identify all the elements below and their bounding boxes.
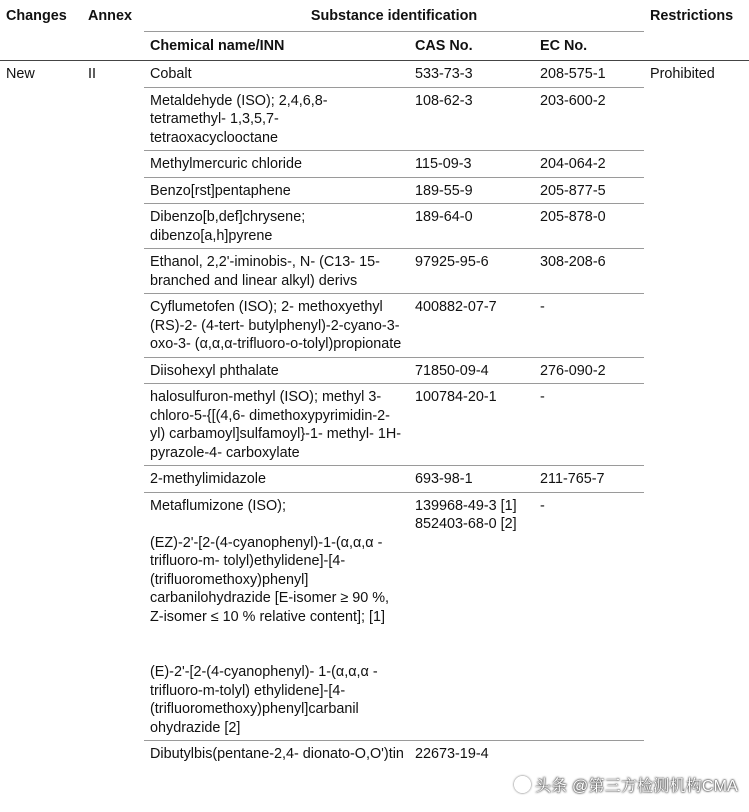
- header-row-secondary: [0, 31, 749, 61]
- chemical-name: Dibenzo[b,def]chrysene; dibenzo[a,h]pyrene: [144, 204, 409, 249]
- header-changes: Changes: [6, 8, 67, 24]
- chemical-name: Cobalt: [144, 61, 409, 88]
- header-annex: Annex: [88, 8, 132, 24]
- cas-number: [409, 492, 534, 741]
- cas-number: 693-98-1: [409, 466, 534, 493]
- change-cell: New: [6, 66, 35, 82]
- cas-number: 108-62-3: [409, 87, 534, 151]
- chemical-name: Diisohexyl phthalate: [144, 357, 409, 384]
- chemical-name: Dibutylbis(pentane-2,4- dionato-O,O')tin: [150, 746, 404, 762]
- cas-number: 189-55-9: [409, 177, 534, 204]
- ec-number: [534, 741, 644, 767]
- cas-number: 400882-07-7: [409, 294, 534, 358]
- restriction-cell: Prohibited: [650, 66, 715, 82]
- chemical-name: [144, 492, 409, 741]
- metaflumizone-title: Metaflumizone (ISO);: [150, 497, 286, 514]
- watermark-text: 头条 @第三方检测机构CMA: [535, 778, 739, 795]
- cas-number: 22673-19-4: [415, 746, 489, 762]
- header-cas-no: CAS No.: [415, 37, 473, 54]
- header-row-primary: [0, 0, 749, 31]
- cas-number-2: 852403-68-0 [2]: [415, 516, 517, 532]
- ec-number: 205-877-5: [534, 177, 644, 204]
- ec-number: 211-765-7: [534, 466, 644, 493]
- chemical-name: halosulfuron-methyl (ISO); methyl 3-chloro-5-{[(4,6- dimethoxypyrimidin-2-yl) carbamoyl]sulfamoyl}-1- methyl- 1H-pyrazole-4- carboxylate: [144, 384, 409, 466]
- header-ec-no: EC No.: [540, 37, 588, 54]
- ec-number: 276-090-2: [534, 357, 644, 384]
- ec-number: -: [534, 384, 644, 466]
- cas-number: 97925-95-6: [409, 249, 534, 294]
- ec-number: 203-600-2: [534, 87, 644, 151]
- watermark-logo-icon: [514, 776, 531, 793]
- metaflumizone-ez-isomer: (EZ)-2'-[2-(4-cyanophenyl)-1-(α,α,α -trifluoro-m- tolyl)ethylidene]-[4-(trifluoromethoxy)phenyl] carbanilohydrazide [E-isomer ≥ 90 %, Z-isomer ≤ 10 % relative content]; [1]: [150, 534, 390, 625]
- header-restrictions: Restrictions: [650, 8, 734, 24]
- ec-number: 308-208-6: [534, 249, 644, 294]
- ec-number: 204-064-2: [534, 151, 644, 178]
- table-row: [0, 61, 749, 88]
- ec-number: -: [534, 294, 644, 358]
- header-substance-identification: Substance identification: [144, 0, 644, 31]
- cas-number: 71850-09-4: [409, 357, 534, 384]
- ec-number: 205-878-0: [534, 204, 644, 249]
- chemical-name: Cyflumetofen (ISO); 2- methoxyethyl (RS)-2- (4-tert- butylphenyl)-2-cyano-3-oxo-3- (α,α,α-trifluoro-o-tolyl)propionate: [144, 294, 409, 358]
- chemical-name: Metaldehyde (ISO); 2,4,6,8- tetramethyl- 1,3,5,7- tetraoxacyclooctane: [144, 87, 409, 151]
- cas-number: 115-09-3: [409, 151, 534, 178]
- chemical-name: 2-methylimidazole: [144, 466, 409, 493]
- chemical-name: Methylmercuric chloride: [144, 151, 409, 178]
- cas-number: 100784-20-1: [409, 384, 534, 466]
- cas-number: 189-64-0: [409, 204, 534, 249]
- chemical-name: Benzo[rst]pentaphene: [144, 177, 409, 204]
- chemical-name: Ethanol, 2,2'-iminobis-, N- (C13- 15-branched and linear alkyl) derivs: [144, 249, 409, 294]
- cas-number-1: 139968-49-3 [1]: [415, 497, 517, 514]
- ec-number: -: [534, 492, 644, 741]
- metaflumizone-e-isomer: (E)-2'-[2-(4-cyanophenyl)- 1-(α,α,α -trifluoro-m-tolyl) ethylidene]-[4-(trifluoromethoxy)phenyl]carbanil ohydrazide [2]: [150, 664, 378, 736]
- header-chemical-name: Chemical name/INN: [150, 37, 285, 54]
- watermark: [514, 773, 738, 796]
- cas-number: 533-73-3: [409, 61, 534, 88]
- annex-cell: II: [88, 66, 96, 82]
- ec-number: 208-575-1: [534, 61, 644, 88]
